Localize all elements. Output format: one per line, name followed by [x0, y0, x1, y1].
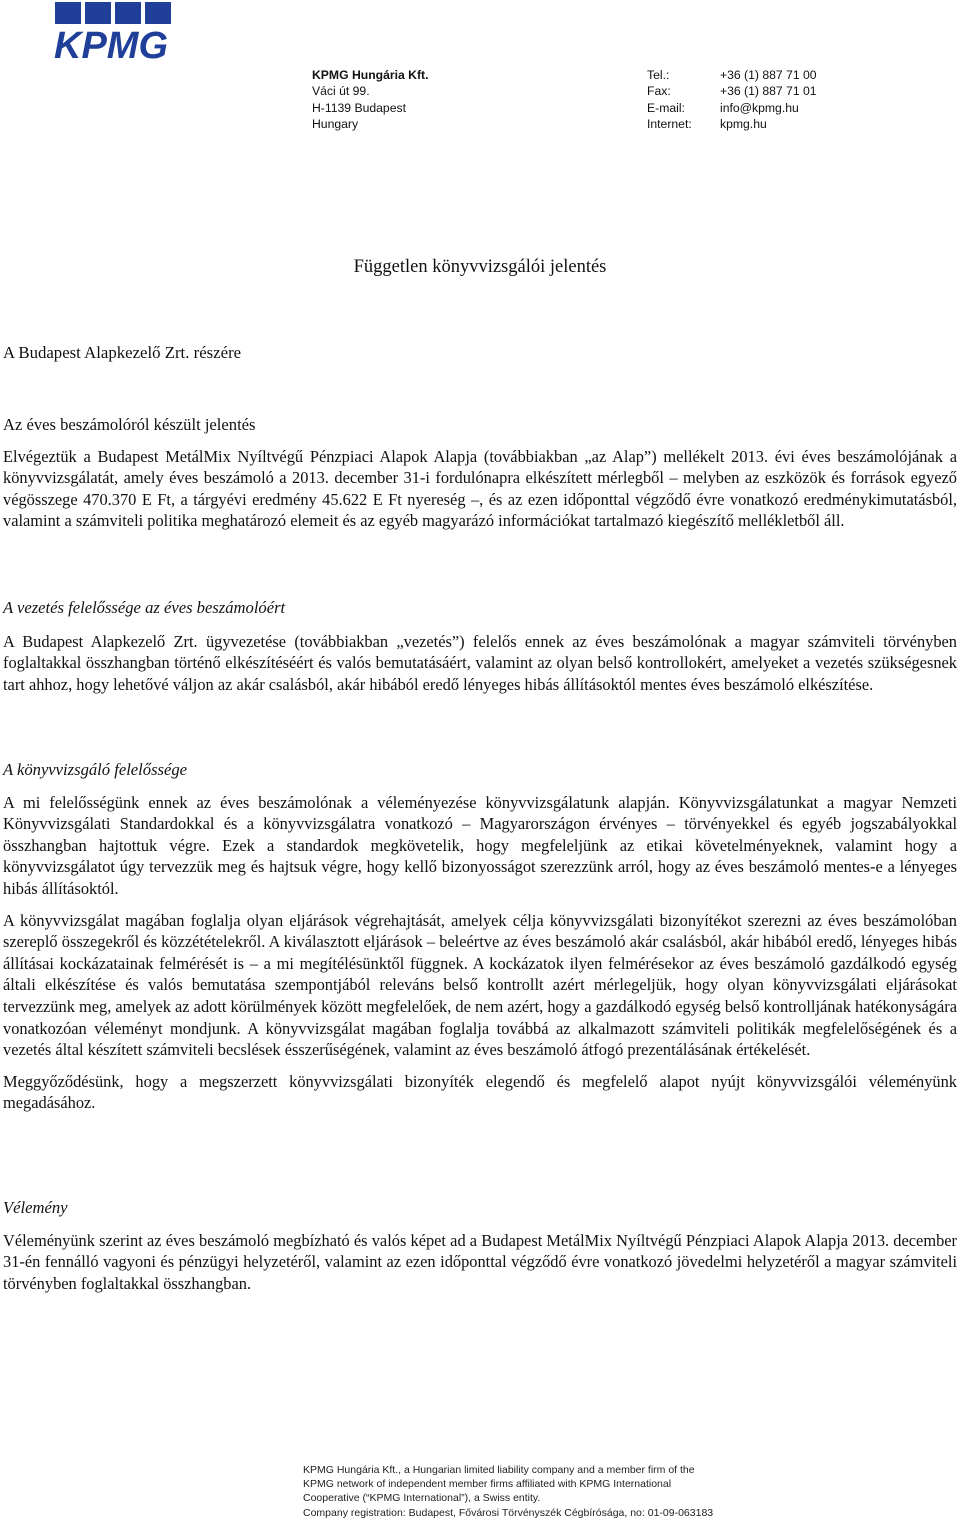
street-address: Váci út 99. [312, 84, 370, 99]
email-value[interactable]: info@kpmg.hu [720, 100, 799, 115]
fax-label: Fax: [647, 84, 671, 99]
internet-label: Internet: [647, 117, 692, 132]
paragraph: A Budapest Alapkezelő Zrt. ügyvezetése (továbbiakban „vezetés”) felelős ennek az éves beszámolónak a magyar számviteli törvényben foglaltakkal összhangban történő elkészítéséért és valós bemutatásáért, valamint az olyan belső kontrollokért, amelyeket a vezetés szükségesnek tart ahhoz, hogy lehetővé váljon az akár csalásból, akár hibából eredő lényeges hibás állításoktól mentes éves beszámoló elkészítése. [3, 631, 957, 694]
footer-line: KPMG Hungária Kft., a Hungarian limited liability company and a member firm of the [303, 1464, 695, 1476]
logo-box-3 [115, 2, 141, 24]
section-financial-statements [3, 414, 957, 532]
paragraph: A mi felelősségünk ennek az éves beszámolónak a véleményezése könyvvizsgálatunk alapján. Könyvvizsgálatunkat a magyar Nemzeti Könyvvizsgálati Standardokkal és a könyvvizsgálatra vonatkozó – Magyarországon érvényes – törvényekkel és egyéb jogszabályokkal összhangban hajtottuk végre. Ezek a standardok megkövetelik, hogy megfeleljünk az etikai követelményeknek, valamint hogy a könyvvizsgálatot úgy tervezzük meg és hajtsuk végre, hogy kellő bizonyosságot szerezzünk arról, hogy az éves beszámoló mentes-e a lényeges hibás állításoktól. [3, 792, 957, 898]
tel-label: Tel.: [647, 68, 670, 82]
company-name: KPMG Hungária Kft. [312, 68, 429, 82]
recipient-line: A Budapest Alapkezelő Zrt. részére [3, 343, 242, 362]
section-heading: A vezetés felelőssége az éves beszámolóért [3, 598, 286, 617]
section-auditor-responsibility [3, 759, 957, 1114]
paragraph: A könyvvizsgálat magában foglalja olyan eljárások végrehajtását, amelyek célja könyvvizsgálati bizonyítékot szerezni az éves beszámolóban szereplő összegekről és közzétételekről. A kiválasztott eljárások – beleértve az éves beszámoló akár csalásból, akár hibából eredő, lényeges hibás állításai kockázatainak felmérését is – a mi megítélésünktől függnek. A kockázatok ilyen felmérésekor az éves beszámoló gazdálkodó egység általi elkészítése és valós bemutatása szempontjából releváns belső kontrollt azért mérlegeljük, hogy olyan könyvvizsgálati eljárásokat tervezzünk meg, amelyek az adott körülmények között megfelelőek, de nem azért, hogy a gazdálkodó egység belső kontrolljának hatékonyságára vonatkozóan véleményt mondjunk. A könyvvizsgálat magában foglalja továbbá az alkalmazott számviteli politikák megfelelőségének és a vezetés által készített számviteli becslések ésszerűségének, valamint az éves beszámoló átfogó prezentálásának értékelését. [3, 910, 957, 1060]
kpmg-logo [52, 0, 202, 62]
website-value[interactable]: kpmg.hu [720, 117, 767, 132]
report-title: Független könyvvizsgálói jelentés [353, 257, 607, 277]
contact-labels [647, 67, 692, 133]
footer-line: Company registration: Budapest, Fővárosi Törvényszék Cégbírósága, no: 01-09-063183 [303, 1506, 714, 1519]
paragraph: Elvégeztük a Budapest MetálMix Nyíltvégű Pénzpiaci Alapok Alapja (továbbiakban „az Alap”) mellékelt 2013. évi éves beszámolójának a könyvvizsgálatát, amely éves beszámoló a 2013. december 31-i fordulónapra elkészített mérlegből – melyben az eszközök és források egyező végösszege 470.370 E Ft, a tárgyévi eredmény 45.622 E Ft nyereség –, és az ezen időponttal végződő évre vonatkozó eredménykimutatásból, valamint a számviteli politika meghatározó elemeit és az egyéb magyarázó információkat tartalmazó kiegészítő mellékletből áll. [3, 446, 957, 531]
fax-value: +36 (1) 887 71 01 [720, 84, 817, 99]
company-address [312, 67, 428, 133]
section-heading: Az éves beszámolóról készült jelentés [3, 415, 256, 434]
section-opinion [3, 1197, 957, 1294]
legal-footer [303, 1463, 713, 1520]
logo-box-4 [145, 2, 171, 24]
city-postcode: H-1139 Budapest [312, 100, 406, 115]
country: Hungary [312, 117, 359, 132]
section-management-responsibility [3, 597, 957, 695]
section-heading: A könyvvizsgáló felelőssége [3, 760, 188, 779]
footer-line: KPMG network of independent member firms affiliated with KPMG International [303, 1478, 672, 1491]
logo-box-2 [85, 2, 111, 24]
logo-wordmark: KPMG [54, 25, 168, 62]
footer-line: Cooperative (“KPMG International”), a Swiss entity. [303, 1492, 541, 1505]
paragraph: Véleményünk szerint az éves beszámoló megbízható és valós képet ad a Budapest MetálMix Nyíltvégű Pénzpiaci Alapok Alapja 2013. december 31-én fennálló vagyoni és pénzügyi helyzetéről, valamint az ezen időponttal végződő évre vonatkozó jövedelmi helyzetéről a magyar számviteli törvényben foglaltakkal összhangban. [3, 1230, 957, 1293]
logo-box-1 [55, 2, 81, 24]
email-label: E-mail: [647, 100, 685, 115]
tel-value: +36 (1) 887 71 00 [720, 68, 817, 82]
section-heading: Vélemény [3, 1198, 68, 1217]
contact-values [720, 67, 817, 133]
paragraph: Meggyőződésünk, hogy a megszerzett könyvvizsgálati bizonyíték elegendő és megfelelő alapot nyújt könyvvizsgálói véleményünk megadásához. [3, 1071, 957, 1113]
